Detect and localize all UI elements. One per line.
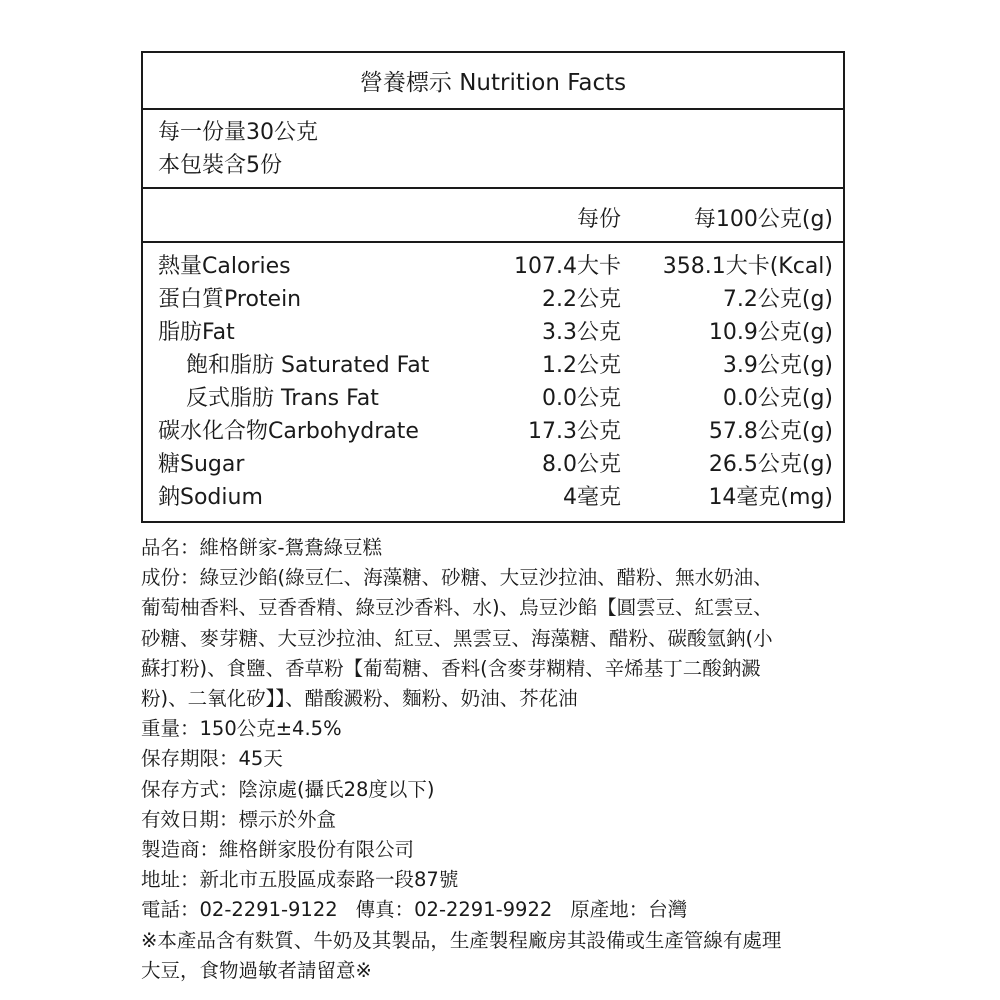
nutrient-per-100g: 26.5公克(g) [708,452,833,477]
nutrient-label: 碳水化合物Carbohydrate [158,419,419,444]
nutrient-per-serving: 17.3公克 [528,419,621,444]
nutrient-row-trans-fat [143,382,843,415]
nutrient-row-sugar [143,448,843,481]
nutrient-row-saturated-fat [143,349,843,382]
nutrient-per-serving: 0.0公克 [542,386,621,411]
nutrient-per-serving: 3.3公克 [542,320,621,345]
nutrition-rows [143,243,843,514]
ingredients-line: 葡萄柚香料、豆香香精、綠豆沙香料、水)、烏豆沙餡【圓雲豆、紅雲豆、 [141,596,773,620]
nutrient-label: 熱量Calories [158,254,291,279]
phone: 電話：02-2291-9122 [141,898,338,922]
nutrient-per-serving: 1.2公克 [542,353,621,378]
nutrition-column-header [143,189,843,243]
ingredients-line: 粉)、二氧化矽】】、醋酸澱粉、麵粉、奶油、芥花油 [141,687,578,711]
allergen-line: 大豆，食物過敏者請留意※ [141,958,372,982]
nutrient-row-calories [143,250,843,283]
nutrient-row-fat [143,316,843,349]
storage-method: 保存方式：陰涼處(攝氏28度以下) [141,777,435,801]
servings-per-package: 本包裝含5份 [158,153,282,178]
nutrient-row-sodium [143,481,843,514]
nutrient-per-100g: 10.9公克(g) [708,320,833,345]
nutrient-label: 鈉Sodium [158,485,263,510]
nutrient-per-serving: 107.4大卡 [514,254,621,279]
nutrient-per-100g: 0.0公克(g) [722,386,833,411]
nutrient-per-serving: 8.0公克 [542,452,621,477]
product-info [141,533,861,986]
nutrient-label: 糖Sugar [158,452,245,477]
ingredients-line: 砂糖、麥芽糖、大豆沙拉油、紅豆、黑雲豆、海藻糖、醋粉、碳酸氫鈉(小 [141,626,773,650]
nutrient-per-100g: 57.8公克(g) [708,419,833,444]
expiry-date: 有效日期：標示於外盒 [141,807,337,831]
serving-info [143,110,843,189]
ingredients-line: 成份：綠豆沙餡(綠豆仁、海藻糖、砂糖、大豆沙拉油、醋粉、無水奶油、 [141,566,773,590]
nutrient-label: 脂肪Fat [158,320,235,345]
nutrient-per-serving: 2.2公克 [542,287,621,312]
fax: 傳真：02-2291-9922 [355,898,553,922]
product-name: 品名：維格餅家-鴛鴦綠豆糕 [141,536,383,559]
nutrient-per-serving: 4毫克 [563,485,621,510]
address: 地址：新北市五股區成泰路一段87號 [141,868,459,892]
nutrient-row-protein [143,283,843,316]
column-per-100g: 每100公克(g) [693,207,833,232]
nutrient-label: 反式脂肪 Trans Fat [186,386,379,411]
allergen-line: ※本產品含有麩質、牛奶及其製品，生產製程廠房其設備或生產管線有處理 [141,928,782,952]
serving-size: 每一份量30公克 [158,120,318,145]
product-weight: 重量：150公克±4.5% [141,717,342,741]
nutrient-label: 蛋白質Protein [158,287,302,312]
manufacturer: 製造商：維格餅家股份有限公司 [141,838,415,862]
shelf-life: 保存期限：45天 [141,747,283,771]
ingredients-line: 蘇打粉)、食鹽、香草粉【葡萄糖、香料(含麥芽糊精、辛烯基丁二酸鈉澱 [141,656,761,680]
origin: 原產地：台灣 [570,898,688,922]
column-per-serving: 每份 [576,207,621,232]
nutrient-per-100g: 3.9公克(g) [722,353,833,378]
nutrient-label: 飽和脂肪 Saturated Fat [186,353,430,378]
nutrient-per-100g: 7.2公克(g) [722,287,833,312]
nutrition-title: 營養標示 Nutrition Facts [143,53,843,110]
nutrient-row-carbohydrate [143,415,843,448]
nutrient-per-100g: 358.1大卡(Kcal) [662,254,833,279]
nutrient-per-100g: 14毫克(mg) [708,485,833,510]
contact-line [141,895,861,925]
nutrition-facts-table [141,51,845,523]
